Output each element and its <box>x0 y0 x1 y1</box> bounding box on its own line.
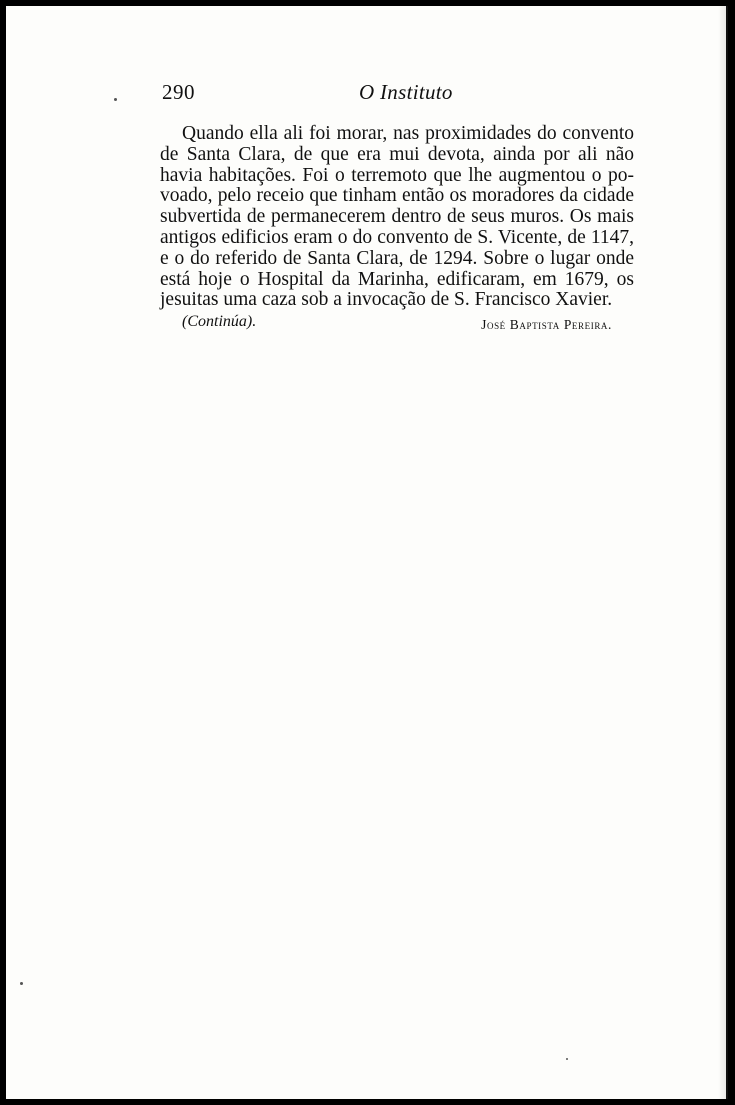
body-line: Quando ella ali foi morar, nas proximidades do convento <box>182 123 634 144</box>
author-signature: José Baptista Pereira. <box>481 317 612 332</box>
scan-speck <box>114 98 117 101</box>
body-line: subvertida de permanecerem dentro de seus muros. Os mais <box>160 206 634 228</box>
running-title: O Instituto <box>359 80 453 104</box>
body-line: está hoje o Hospital da Marinha, edificaram, em 1679, os <box>160 268 634 290</box>
scan-speck <box>20 982 23 985</box>
scan-speck <box>566 1058 568 1060</box>
page-header <box>162 80 632 108</box>
paper-edge-shadow <box>718 6 726 1099</box>
article-footer <box>182 313 612 335</box>
continued-note: (Continúa). <box>182 313 257 330</box>
body-line: de Santa Clara, de que era mui devota, ainda por ali não <box>160 143 634 165</box>
body-line: havia habitações. Foi o terremoto que lhe augmentou o po- <box>160 164 634 186</box>
body-line: voado, pelo receio que tinham então os moradores da cidade <box>160 185 634 207</box>
page-number: 290 <box>162 80 195 104</box>
body-paragraph <box>160 124 634 311</box>
body-line: antigos edificios eram o do convento de S. Vicente, de 1147, <box>160 226 634 248</box>
body-line: jesuitas uma caza sob a invocação de S. Francisco Xavier. <box>160 289 613 311</box>
body-line: e o do referido de Santa Clara, de 1294. Sobre o lugar onde <box>160 247 634 269</box>
